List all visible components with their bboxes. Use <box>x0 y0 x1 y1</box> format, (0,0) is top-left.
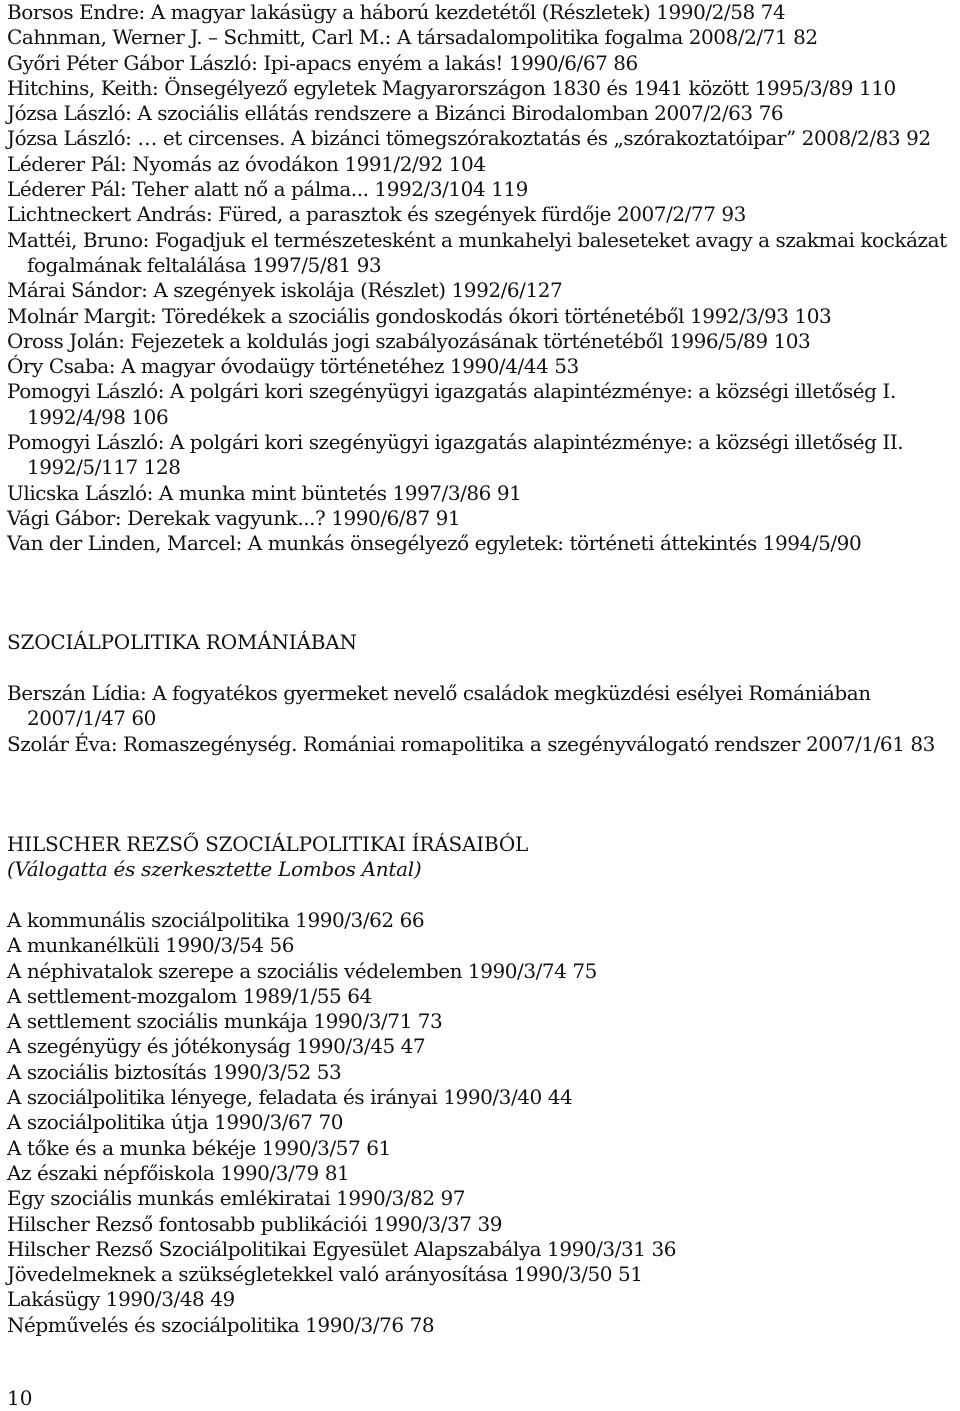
bibliography-entry: Óry Csaba: A magyar óvodaügy történetéhez 1990/4/44 53 <box>7 354 579 379</box>
bibliography-entry: Borsos Endre: A magyar lakásügy a háború kezdetétől (Részletek) 1990/2/58 74 <box>7 0 786 24</box>
bibliography-entry: Molnár Margit: Töredékek a szociális gondoskodás ókori történetéből 1992/3/93 103 <box>7 303 832 328</box>
bibliography-entry: Léderer Pál: Nyomás az óvodákon 1991/2/92 104 <box>7 151 486 176</box>
bibliography-entry: Oross Jolán: Fejezetek a koldulás jogi szabályozásának történetéből 1996/5/89 103 <box>7 328 811 353</box>
bibliography-entry: A néphivatalok szerepe a szociális védelemben 1990/3/74 75 <box>7 958 597 983</box>
bibliography-entry: A tőke és a munka békéje 1990/3/57 61 <box>7 1135 391 1160</box>
bibliography-entry: A szegényügy és jótékonyság 1990/3/45 47 <box>7 1034 426 1059</box>
bibliography-entry: Van der Linden, Marcel: A munkás önsegélyező egyletek: történeti áttekintés 1994/5/90 <box>7 531 862 556</box>
bibliography-entry: Hilscher Rezső fontosabb publikációi 1990/3/37 39 <box>7 1211 503 1236</box>
romania-entries-list <box>7 681 955 757</box>
section-subheading-editor: (Válogatta és szerkesztette Lombos Antal) <box>7 857 422 881</box>
bibliography-entry: Józsa László: A szociális ellátás rendszere a Bizánci Birodalomban 2007/2/63 76 <box>7 101 784 126</box>
bibliography-entry: Az északi népfőiskola 1990/3/79 81 <box>7 1160 350 1185</box>
bibliography-entry: Léderer Pál: Teher alatt nő a pálma... 1992/3/104 119 <box>7 177 528 202</box>
bibliography-entry: Ulicska László: A munka mint büntetés 1997/3/86 91 <box>7 480 522 505</box>
section-heading-hilscher: HILSCHER REZSŐ SZOCIÁLPOLITIKAI ÍRÁSAIBÓL <box>7 832 529 856</box>
bibliography-entry: Pomogyi László: A polgári kori szegényügyi igazgatás alapintézménye: a községi illetőség II. 1992/5/117 128 <box>7 430 904 480</box>
bibliography-entry: Pomogyi László: A polgári kori szegényügyi igazgatás alapintézménye: a községi illetőség I. 1992/4/98 106 <box>7 379 896 429</box>
bibliography-entry: Márai Sándor: A szegények iskolája (Részlet) 1992/6/127 <box>7 278 563 303</box>
bibliography-entry: Győri Péter Gábor László: Ipi-apacs enyém a lakás! 1990/6/67 86 <box>7 50 638 75</box>
bibliography-entry: A settlement szociális munkája 1990/3/71 73 <box>7 1009 443 1034</box>
section-heading-romania: SZOCIÁLPOLITIKA ROMÁNIÁBAN <box>7 630 357 654</box>
bibliography-entry: A szociálpolitika lényege, feladata és irányai 1990/3/40 44 <box>7 1085 573 1110</box>
hilscher-entries-list <box>7 908 955 1338</box>
history-entries-list <box>7 0 955 557</box>
bibliography-entry: A kommunális szociálpolitika 1990/3/62 66 <box>7 908 425 932</box>
bibliography-entry: Józsa László: … et circenses. A bizánci tömegszórakoztatás és „szórakoztatóipar” 2008/2/83 92 <box>7 126 931 151</box>
bibliography-entry: Népművelés és szociálpolitika 1990/3/76 78 <box>7 1312 435 1337</box>
bibliography-entry: Mattéi, Bruno: Fogadjuk el természetesként a munkahelyi baleseteket avagy a szakmai kockázat fogalmának feltalálása 1997/5/81 93 <box>7 227 947 277</box>
bibliography-entry: Vági Gábor: Derekak vagyunk...? 1990/6/87 91 <box>7 505 461 530</box>
bibliography-entry: Egy szociális munkás emlékiratai 1990/3/82 97 <box>7 1186 466 1211</box>
bibliography-entry: A munkanélküli 1990/3/54 56 <box>7 933 295 958</box>
bibliography-entry: Berszán Lídia: A fogyatékos gyermeket nevelő családok megküzdési esélyei Romániában 2007/1/47 60 <box>7 681 871 731</box>
bibliography-entry: A szociálpolitika útja 1990/3/67 70 <box>7 1110 344 1135</box>
bibliography-entry: Szolár Éva: Romaszegénység. Romániai romapolitika a szegényválogató rendszer 2007/1/61 83 <box>7 731 935 756</box>
bibliography-entry: A settlement-mozgalom 1989/1/55 64 <box>7 983 372 1008</box>
bibliography-entry: Hilscher Rezső Szociálpolitikai Egyesület Alapszabálya 1990/3/31 36 <box>7 1236 677 1261</box>
bibliography-entry: A szociális biztosítás 1990/3/52 53 <box>7 1059 342 1084</box>
bibliography-entry: Hitchins, Keith: Önsegélyező egyletek Magyarországon 1830 és 1941 között 1995/3/89 110 <box>7 75 896 100</box>
bibliography-entry: Lakásügy 1990/3/48 49 <box>7 1287 235 1312</box>
bibliography-entry: Jövedelmeknek a szükségletekkel való arányosítása 1990/3/50 51 <box>7 1262 643 1287</box>
bibliography-entry: Cahnman, Werner J. – Schmitt, Carl M.: A társadalompolitika fogalma 2008/2/71 82 <box>7 25 818 50</box>
page-number: 10 <box>7 1386 33 1410</box>
bibliography-entry: Lichtneckert András: Füred, a parasztok és szegények fürdője 2007/2/77 93 <box>7 202 746 227</box>
